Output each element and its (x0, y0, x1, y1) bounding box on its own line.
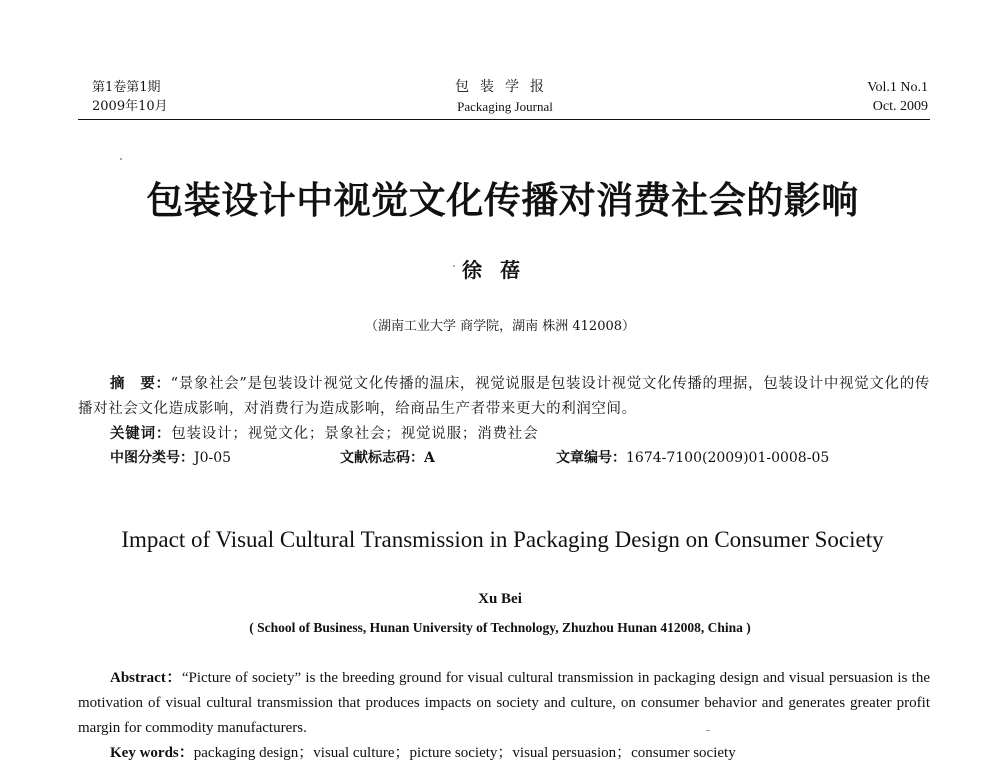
abstract-en (78, 666, 930, 741)
keywords-text-en: packaging design；visual culture；picture society；visual persuasion；consumer society (193, 745, 736, 761)
abstract-text-en: “Picture of society” is the breeding ground for visual cultural transmission in packaging design and visual persuasion is the motivation of visual cultural transmission that produces impacts on society and culture, on consumer behavior and generates greater profit margin for commodity manufacturers. (78, 670, 930, 736)
keywords-en (110, 741, 736, 766)
author-en: Xu Bei (478, 591, 522, 607)
journal-name-en: Packaging Journal (457, 99, 553, 114)
article-number-label: 文章编号： (556, 450, 626, 466)
paper-title-en: Impact of Visual Cultural Transmission in Packaging Design on Consumer Society (121, 527, 884, 552)
classification-label: 中图分类号： (110, 450, 194, 466)
header-rule (78, 119, 930, 120)
keywords-label-cn: 关键词： (110, 425, 172, 442)
affiliation-cn: （湖南工业大学 商学院，湖南 株洲 412008） (364, 319, 636, 334)
issue-date: 2009年10月 (92, 99, 168, 114)
document-code-label: 文献标志码： (340, 450, 424, 466)
journal-name (0, 78, 1000, 116)
author-cn: 徐蓓 (462, 258, 538, 282)
abstract-cn (78, 371, 930, 422)
journal-name-cn: 包装学报 (455, 79, 555, 95)
article-number-value: 1674-7100(2009)01-0008-05 (626, 450, 830, 466)
volume-info-en (867, 78, 928, 116)
keywords-cn (110, 421, 538, 447)
keywords-text-cn: 包装设计；视觉文化；景象社会；视觉说服；消费社会 (171, 426, 539, 442)
abstract-label-cn: 摘 要： (110, 375, 171, 392)
volume-number-en: Vol.1 No.1 (867, 80, 928, 95)
keywords-label-en: Key words： (110, 745, 194, 761)
volume-issue: 第1卷第1期 (92, 80, 161, 95)
scan-speck (120, 158, 122, 160)
paper-title-cn: 包装设计中视觉文化传播对消费社会的影响 (146, 178, 859, 222)
classification-code (110, 446, 231, 471)
abstract-label-en: Abstract： (110, 670, 182, 686)
abstract-text-cn: “景象社会”是包装设计视觉文化传播的温床，视觉说服是包装设计视觉文化传播的理据，包装设计中视觉文化的传播对社会文化造成影响，对消费行为造成影响，给商品生产者带来更大的利润空间。 (78, 376, 930, 417)
document-code-value: A (424, 450, 435, 466)
classification-value: J0-05 (194, 450, 232, 466)
article-number (556, 446, 829, 471)
affiliation-en: ( School of Business, Hunan University of Technology, Zhuzhou Hunan 412008, China ) (249, 620, 751, 635)
document-code (340, 446, 435, 471)
scan-dash (706, 730, 710, 731)
issue-date-en: Oct. 2009 (872, 99, 928, 114)
